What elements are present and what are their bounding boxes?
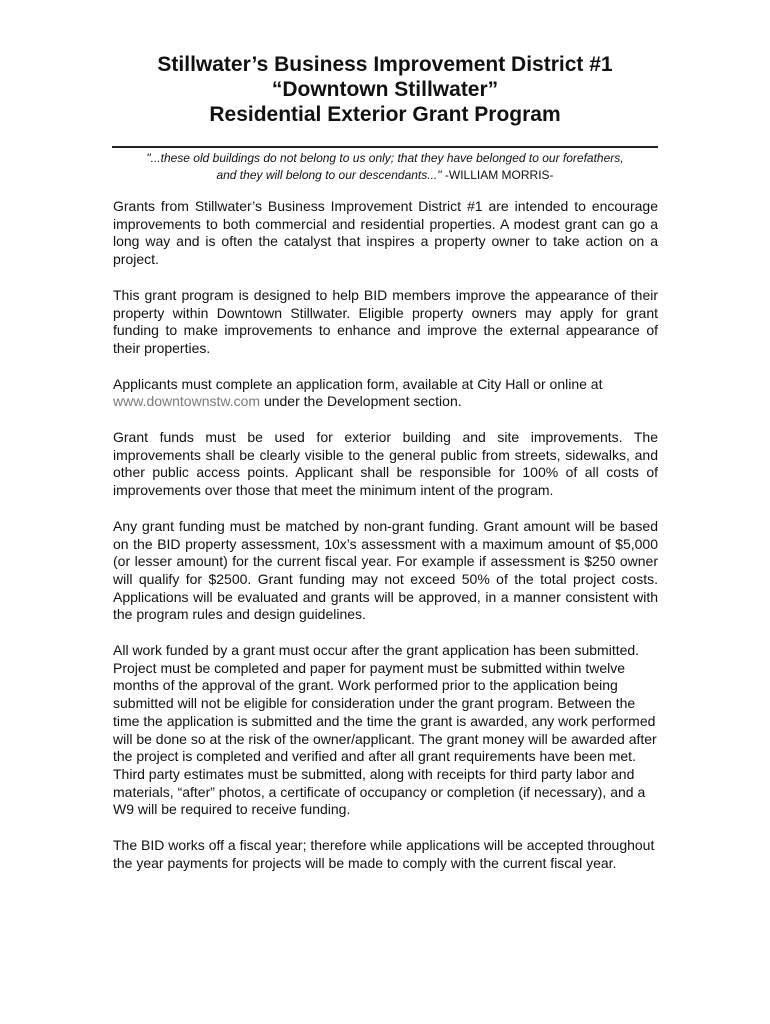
document-body bbox=[113, 198, 658, 891]
title-line-3: Residential Exterior Grant Program bbox=[209, 103, 561, 126]
quote-line-1 bbox=[112, 150, 658, 167]
paragraph-fund-usage: Grant funds must be used for exterior building and site improvements. The improvements shall be clearly visible to the general public from streets, sidewalks, and other public access points. Applicant shall be responsible for 100% of all costs of improvements over those that meet the minimum intent of the program. bbox=[113, 429, 658, 499]
paragraph-intro: Grants from Stillwater’s Business Improvement District #1 are intended to encourage improvements to both commercial and residential properties. A modest grant can go a long way and is often the catalyst that inspires a property owner to take action on a project. bbox=[113, 198, 658, 268]
title-divider bbox=[112, 146, 658, 148]
paragraph-application bbox=[113, 376, 658, 411]
paragraph-work-timing: All work funded by a grant must occur after the grant application has been submitted. Project must be completed and paper for payment must be submitted within twelve months of the approval of the grant. Work performed prior to the application being submitted will not be eligible for consideration under the grant program. Between the time the application is submitted and the time the grant is awarded, any work performed will be done so at the risk of the owner/applicant. The grant money will be awarded after the project is completed and verified and after all grant requirements have been met. Third party estimates must be submitted, along with receipts for third party labor and materials, “after” photos, a certificate of occupancy or completion (if necessary), and a W9 will be required to receive funding. bbox=[113, 642, 657, 818]
quote-line-2 bbox=[112, 167, 658, 184]
epigraph-quote bbox=[112, 150, 658, 184]
website-link[interactable]: www.downtownstw.com bbox=[113, 393, 261, 410]
quote-text-2: and they will belong to our descendants..." bbox=[216, 168, 442, 182]
title-line-1: Stillwater’s Business Improvement District #1 bbox=[157, 53, 613, 76]
quote-attribution: -WILLIAM MORRIS- bbox=[441, 168, 554, 182]
document-title bbox=[0, 52, 770, 127]
application-text-before: Applicants must complete an application form, available at City Hall or online at bbox=[113, 375, 603, 392]
paragraph-program-purpose: This grant program is designed to help BID members improve the appearance of their property within Downtown Stillwater. Eligible property owners may apply for grant funding to make improvements to enhance and improve the external appearance of their properties. bbox=[113, 286, 658, 356]
paragraph-fiscal-year: The BID works off a fiscal year; therefore while applications will be accepted throughout the year payments for projects will be made to comply with the current fiscal year. bbox=[113, 837, 655, 871]
title-line-2: “Downtown Stillwater” bbox=[271, 78, 499, 101]
paragraph-matching-funds: Any grant funding must be matched by non-grant funding. Grant amount will be based on the BID property assessment, 10x’s assessment with a maximum amount of $5,000 (or lesser amount) for the current fiscal year. For example if assessment is $250 owner will qualify for $2500. Grant funding may not exceed 50% of the total project costs. Applications will be evaluated and grants will be approved, in a manner consistent with the program rules and design guidelines. bbox=[113, 517, 658, 623]
application-text-after: under the Development section. bbox=[260, 393, 462, 410]
quote-text-1: "...these old buildings do not belong to us only; that they have belonged to our forefathers, bbox=[146, 151, 624, 165]
